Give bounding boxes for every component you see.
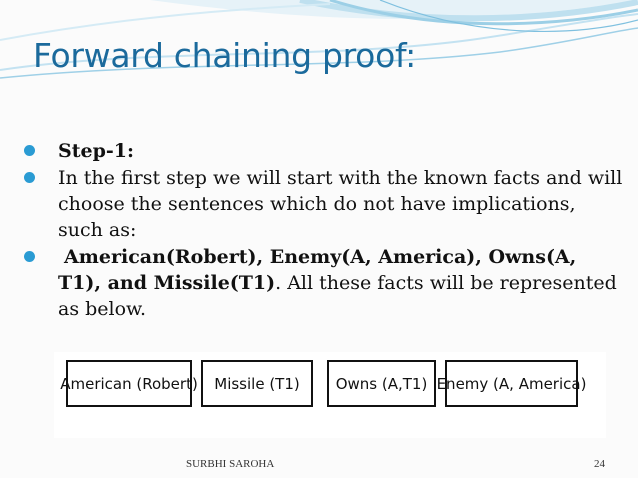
slide-title: Forward chaining proof: [33, 36, 416, 75]
fact-enemy-args: (A, America), [341, 246, 489, 268]
fact-box-american: American (Robert) [66, 360, 192, 407]
bullet-dot-icon [24, 251, 35, 262]
footer-page-number: 24 [594, 458, 605, 470]
fact-box-enemy: Enemy (A, America) [445, 360, 578, 407]
bullet-dot-icon [24, 145, 35, 156]
footer-author: SURBHI SAROHA [186, 458, 275, 470]
bullet-step [24, 138, 624, 164]
fact-boxes-image [54, 352, 606, 438]
facts-tail-text: . All these facts will be represented as below. [58, 272, 617, 320]
fact-enemy-predicate: Enemy [269, 246, 342, 268]
bullet-intro [24, 165, 624, 243]
fact-box-owns: Owns (A,T1) [327, 360, 436, 407]
fact-box-missile: Missile (T1) [201, 360, 313, 407]
fact-owns-predicate: Owns [488, 246, 546, 268]
intro-text: In the first step we will start with the known facts and will choose the sentences which do not have implications, such as: [58, 167, 623, 241]
fact-american-predicate: American [64, 246, 166, 268]
bullet-list [24, 138, 624, 322]
step-label: Step-1: [58, 140, 134, 162]
fact-owns-args: (A, T1), and [58, 246, 577, 294]
bullet-dot-icon [24, 172, 35, 183]
bullet-facts [24, 244, 624, 322]
fact-american-args: (Robert), [165, 246, 270, 268]
fact-missile-predicate: Missile [153, 272, 230, 294]
fact-missile-args: (T1) [229, 272, 276, 294]
